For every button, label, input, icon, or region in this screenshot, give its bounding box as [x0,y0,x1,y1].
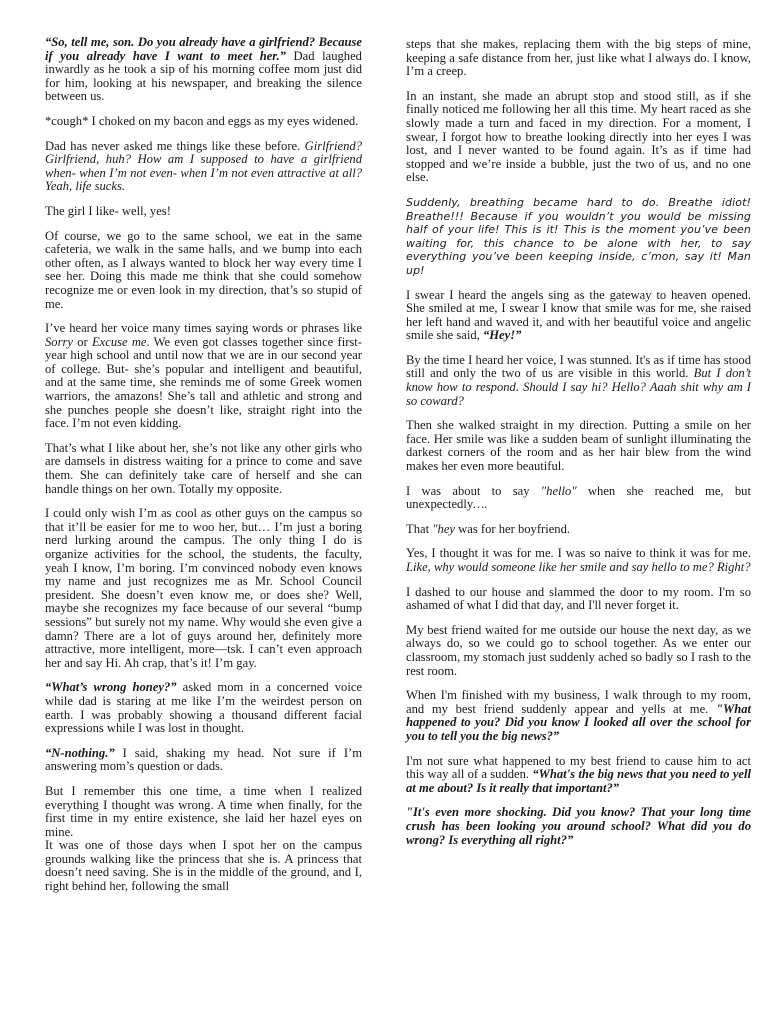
paragraph: That’s what I like about her, she’s not like any other girls who are damsels in distress waiting for a prince to come and save them. She can definitely take care of herself and she can handle things on her own. Totally my opposite. [45,440,362,496]
paragraph: Then she walked straight in my direction. Putting a smile on her face. Her smile was like a sudden beam of sunlight illuminating the darkest corners of the room and as her hair blew from the wind makes her even more beautiful. [406,418,751,474]
narration: I said, shaking my head. Not sure if I’m answering mom’s question or dads. [45,745,362,774]
paragraph [406,289,751,343]
dialogue: “So, tell me, son. Do you already have a girlfriend? Because if you already have I want to meet her.” [45,35,362,63]
paragraph [45,36,362,104]
paragraph: The girl I like- well, yes! [45,203,171,218]
paragraph [406,485,751,512]
dialogue: “Hey!” [482,328,522,343]
narration: That [406,521,433,536]
narration: Dad has never asked me things like these before. [45,138,305,153]
paragraph: I could only wish I’m as cool as other guys on the campus so that it’ll be easier for me to woo her, but… I’m just a boring nerd lurking around the campus. The only thing I do is organize activities for the school, the students, the faculty, yeah I know, I’m boring. I’m convinced nobody even knows my name and just recognizes me as Mr. School Council president. She doesn’t even know me, or does she? Well, maybe she recognizes my face because of our several “bump sessions” but surely not my name. Why would she even give a damn? There are a lot of guys around her, definitely more attractive, more intelligent, more—tsk. I can’t even approach her and say Hi. Ah crap, that’s it! I’m gay. [45,506,362,670]
quoted-word: "hey [432,521,455,536]
paragraph [45,747,362,774]
inner-thought: Like, why would someone like her smile and say hello to me? Right? [406,560,751,574]
narration: asked mom in a concerned voice while dad is staring at me like I’m the weirdest person on earth. I was probably showing a thousand different facial expressions while I was lost in thought. [45,680,362,736]
narration: I'm not sure what happened to my best friend to cause him to act this way all of a sudden. [406,753,751,782]
paragraph [406,354,751,408]
inner-thought: Girlfriend? Girlfriend, huh? How am I supposed to have a girlfriend when- when I’m not even- when I’m not even attractive at all? Yeah, life sucks. [45,138,362,194]
narration: Yes, I thought it was for me. I was so naive to think it was for me. [406,546,751,561]
paragraph [45,140,362,194]
paragraph [406,547,751,574]
inner-thought: But I don’t know how to respond. Should I say hi? Hello? Aaah shit why am I so coward? [406,366,751,408]
inner-thought-paragraph: Suddenly, breathing became hard to do. Breathe idiot! Breathe!!! Because if you wouldn’t you would be missing half of your life! This is it! This is the moment you’ve been waiting for, this chance to be alone with her, to say everything you’ve been keeping inside, c’mon, say it! Man up! [406,195,751,277]
narration: . We even got classes together since first-year high school and until now that we are in our second year of college. But- she’s popular and intelligent and beautiful, and at the same time, she reminds me of some Greek women warriors, the amazons! She’s tall and athletic and strong and she punches people she doesn’t like, straight right into the face. I’m not even kidding. [45,334,362,431]
narration: was for her boyfriend. [455,521,571,536]
paragraph [406,523,751,537]
paragraph [45,322,362,431]
paragraph: I dashed to our house and slammed the door to my room. I'm so ashamed of what I did that day, and I'll never forget it. [406,584,751,613]
dialogue: "What happened to you? Did you know I looked all over the school for you to tell you the big news?” [406,701,751,743]
dialogue: “N-nothing.” [45,745,115,760]
paragraph: But I remember this one time, a time when I realized everything I thought was wrong. A time when finally, for the first time in my entire existence, she laid her hazel eyes on mine. [45,783,362,839]
left-column [45,36,362,905]
dialogue-paragraph: "It's even more shocking. Did you know? That your long time crush has been looking you around school? What did you do wrong? Is everything all right?” [406,805,751,847]
narration: When I'm finished with my business, I walk through to my room, and my best friend suddenly appear and yells at me. [406,688,751,716]
narration: or [73,334,92,349]
quoted-word: "hello" [540,483,577,498]
paragraph [406,689,751,743]
narration: when she reached me, but unexpectedly [406,483,751,512]
quoted-word: Sorry [45,334,73,349]
paragraph: steps that she makes, replacing them with the big steps of mine, keeping a safe distance from her, just like what I always do. I know, I’m a creep. [406,37,751,79]
paragraph: *cough* I choked on my bacon and eggs as my eyes widened. [45,113,359,128]
paragraph: My best friend waited for me outside our house the next day, as we always do, so we could go to school together. As we enter our classroom, my stomach just suddenly ached so badly so I rash to the rest room. [406,622,751,678]
paragraph [406,755,751,796]
paragraph: It was one of those days when I spot her on the campus grounds walking like the princess that she is. A princess that doesn’t need saving. She is in the middle of the ground, and I, right behind her, following the small [45,838,362,894]
ellipsis: …. [473,497,488,512]
paragraph [45,681,362,735]
narration: By the time I heard her voice, I was stunned. It's as if time has stood still and only the two of us are visible in this world. [406,352,751,381]
narration: I was about to say [406,483,541,498]
narration: Dad laughed inwardly as he took a sip of his morning coffee mom just did for him, looking at his newspaper, and breaking the silence between us. [45,48,362,104]
dialogue: “What’s wrong honey?” [45,680,177,695]
narration: I’ve heard her voice many times saying words or phrases like [45,321,362,336]
right-column [406,38,751,858]
quoted-word: Excuse me [91,334,147,349]
paragraph: In an instant, she made an abrupt stop and stood still, as if she finally noticed me following her all this time. My heart raced as she slowly made a turn and faced in my direction. For a moment, I swear, I forgot how to breathe looking directly into her eyes I was lost, and I never wanted to be found again. It’s as if time had stopped and we’re inside a bubble, just the two of us, and no one else. [406,88,751,185]
dialogue: “What's the big news that you need to yell at me about? Is it really that important?” [406,767,752,795]
narration: I swear I heard the angels sing as the gateway to heaven opened. She smiled at me, I swear I know that smile was for me, she raised her left hand and waved it, and with her beautiful voice and angelic smile she said, [406,287,751,343]
paragraph: Of course, we go to the same school, we eat in the same cafeteria, we walk in the same halls, and we bump into each other often, as I always wanted to block her way every time I see her. Doing this made me think that she could somehow recognize me or even look in my direction, that’s so stupid of me. [45,228,362,311]
